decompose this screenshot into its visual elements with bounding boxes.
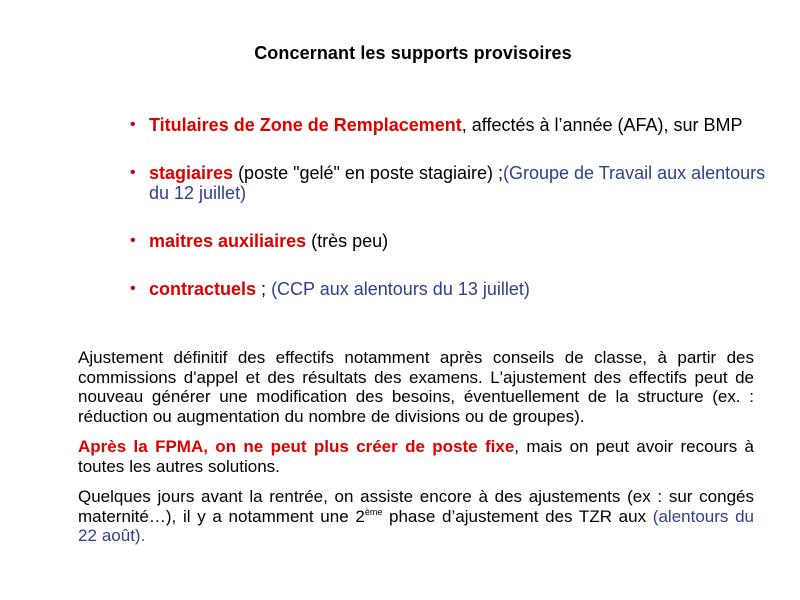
paragraph-text: , mais on peut avoir recours à toutes les autres solutions. [78,437,754,476]
paragraph-rentree [78,487,754,546]
paragraph-text: Quelques jours avant la rentrée, on assiste encore à des ajustements (ex : sur congés maternité…), il y a notamment une 2 [78,487,754,526]
list-item-contractuels [128,279,768,299]
bullet-text: (très peu) [306,231,389,251]
bullet-strong: stagiaires [149,163,234,183]
bullet-note: (Groupe de Travail aux alentours du 12 juillet) [149,163,766,203]
bullet-strong: Titulaires de Zone de Remplacement [149,115,462,135]
paragraph-note: (alentours du 22 août). [78,506,754,545]
bullet-text: , affectés à l’année (AFA), sur BMP [461,115,743,135]
bullet-note: (CCP aux alentours du 13 juillet) [271,279,530,299]
paragraph-ajustement: Ajustement définitif des effectifs notamment après conseils de classe, à partir des commissions d'appel et des résultats des examens. L'ajustement des effectifs peut de nouveau générer une modification des besoins, éventuellement de la structure (ex. : réduction ou augmentation du nombre de divisions ou de groupes). [78,348,754,426]
list-item-maitres-auxiliaires [128,231,768,251]
bullet-text: ; [256,279,272,299]
list-item-tzr [128,115,768,135]
slide-title: Concernant les supports provisoires [254,43,572,63]
bullet-text: (poste "gelé" en poste stagiaire) ; [233,163,503,183]
bullet-strong: contractuels [149,279,257,299]
bullet-dot-icon: • [130,280,136,297]
bullet-strong: maitres auxiliaires [149,231,307,251]
bullet-dot-icon: • [130,232,136,249]
bullet-dot-icon: • [130,116,136,133]
paragraph-fpma [78,437,754,476]
bullet-list [128,115,768,299]
body-paragraphs [78,348,754,557]
list-item-stagiaires [128,163,768,203]
paragraph-strong: Après la FPMA, on ne peut plus créer de poste fixe [78,437,515,456]
superscript: ème [364,506,383,517]
paragraph-text: phase d’ajustement des TZR aux [382,506,653,526]
bullet-dot-icon: • [130,164,136,181]
